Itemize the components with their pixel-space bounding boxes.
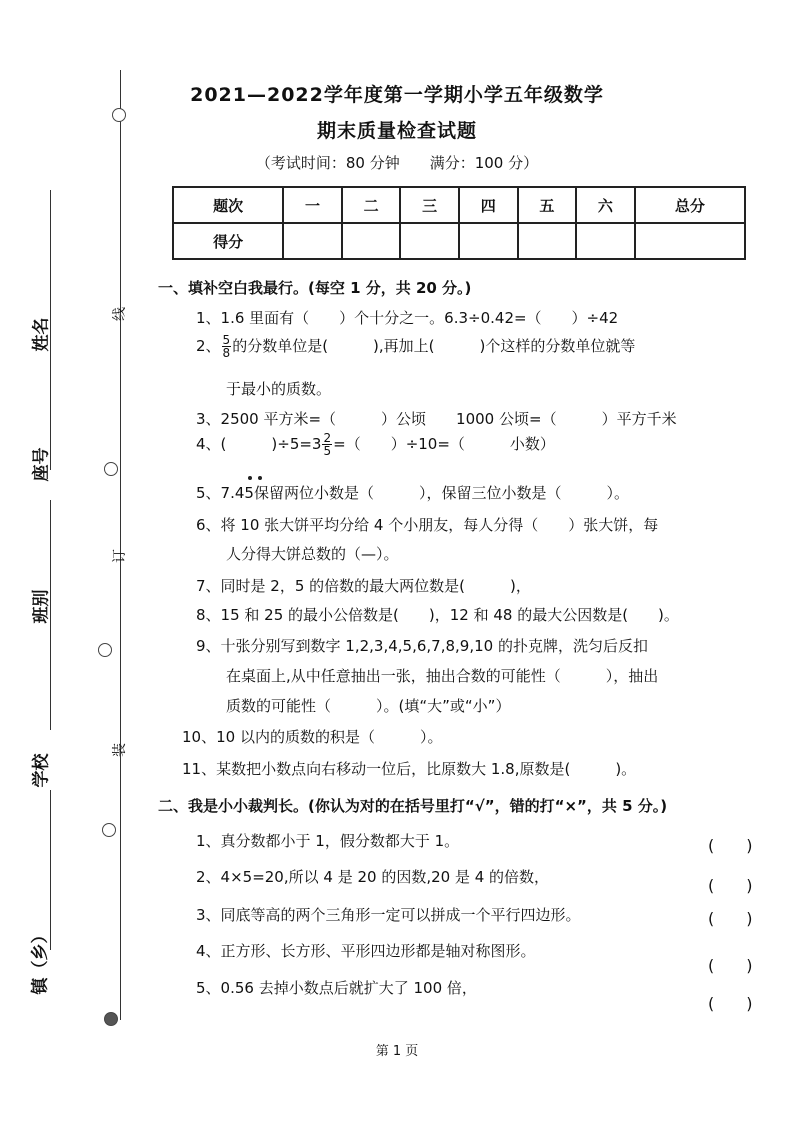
question-1-2-cont: 于最小的质数。 bbox=[226, 380, 332, 398]
score-cell[interactable] bbox=[283, 223, 342, 259]
fraction-denominator: 5 bbox=[323, 444, 332, 458]
question-2-5: 5、0.56 去掉小数点后就扩大了 100 倍， bbox=[196, 979, 477, 997]
answer-box-5[interactable]: ( ) bbox=[708, 994, 753, 1013]
score-header-cell: 二 bbox=[342, 187, 401, 223]
section2-heading: 二、我是小小裁判长。(你认为对的在括号里打“√”，错的打“×”，共 5 分。) bbox=[158, 797, 668, 815]
score-header-cell: 六 bbox=[576, 187, 635, 223]
binding-mark-zhuang: 装 bbox=[112, 743, 128, 757]
name-label: 姓名 bbox=[31, 317, 52, 352]
question-1-9-cont2: 质数的可能性（ ）。(填“大”或“小”） bbox=[226, 697, 511, 715]
question-2-4: 4、正方形、长方形、平形四边形都是轴对称图形。 bbox=[196, 942, 536, 960]
question-2-2: 2、4×5=20,所以 4 是 20 的因数,20 是 4 的倍数， bbox=[196, 868, 550, 886]
repeating-decimal-dot bbox=[258, 476, 262, 480]
answer-box-2[interactable]: ( ) bbox=[708, 876, 753, 895]
binding-hole bbox=[104, 1012, 118, 1026]
score-cell[interactable] bbox=[576, 223, 635, 259]
question-1-3: 3、2500 平方米=（ ）公顷 1000 公顷=（ ）平方千米 bbox=[196, 410, 677, 428]
score-header-cell: 四 bbox=[459, 187, 518, 223]
class-label: 班别 bbox=[31, 589, 52, 624]
question-1-2 bbox=[196, 334, 635, 359]
exam-subtitle: 期末质量检查试题 bbox=[316, 120, 477, 142]
q4-text-pre: 4、( )÷5=3 bbox=[196, 435, 322, 453]
score-cell[interactable] bbox=[518, 223, 577, 259]
question-1-10: 10、10 以内的质数的积是（ ）。 bbox=[182, 728, 443, 746]
section1-heading: 一、填补空白我最行。(每空 1 分，共 20 分。) bbox=[158, 279, 472, 297]
answer-box-4[interactable]: ( ) bbox=[708, 956, 753, 975]
seat-label: 座号 bbox=[31, 447, 52, 482]
score-table bbox=[172, 186, 746, 260]
score-row-label: 得分 bbox=[173, 223, 283, 259]
score-header-cell: 总分 bbox=[635, 187, 745, 223]
score-header-cell: 三 bbox=[400, 187, 459, 223]
exam-info: （考试时间：80 分钟 满分：100 分） bbox=[255, 154, 539, 172]
repeating-decimal-dot bbox=[248, 476, 252, 480]
binding-mark-ding: 订 bbox=[112, 549, 128, 563]
score-header-cell: 一 bbox=[283, 187, 342, 223]
question-1-8: 8、15 和 25 的最小公倍数是( )，12 和 48 的最大公因数是( )。 bbox=[196, 606, 679, 624]
q4-text-post: =（ ）÷10=（ 小数） bbox=[333, 435, 555, 453]
page-number: 第 1 页 bbox=[375, 1044, 419, 1059]
exam-title: 2021—2022学年度第一学期小学五年级数学 bbox=[190, 84, 604, 106]
town-label: 镇（乡） bbox=[30, 926, 51, 995]
question-2-1: 1、真分数都小于 1，假分数都大于 1。 bbox=[196, 832, 460, 850]
fraction-5-8 bbox=[222, 334, 232, 359]
binding-line bbox=[120, 70, 121, 1020]
binding-hole bbox=[98, 643, 112, 657]
fraction-numerator: 2 bbox=[323, 431, 332, 445]
question-1-5: 5、7.45保留两位小数是（ ），保留三位小数是（ ）。 bbox=[196, 484, 629, 502]
fraction-2-5 bbox=[322, 432, 332, 457]
question-1-1: 1、1.6 里面有（ ）个十分之一。6.3÷0.42=（ ）÷42 bbox=[196, 309, 619, 327]
answer-box-1[interactable]: ( ) bbox=[708, 836, 753, 855]
question-1-6-cont: 人分得大饼总数的（—）。 bbox=[226, 545, 399, 563]
score-cell[interactable] bbox=[400, 223, 459, 259]
binding-hole bbox=[102, 823, 116, 837]
question-1-6: 6、将 10 张大饼平均分给 4 个小朋友，每人分得（ ）张大饼，每 bbox=[196, 516, 659, 534]
question-1-9: 9、十张分别写到数字 1,2,3,4,5,6,7,8,9,10 的扑克牌，洗匀后反扣 bbox=[196, 637, 648, 655]
fraction-numerator: 5 bbox=[222, 333, 231, 347]
question-1-9-cont: 在桌面上,从中任意抽出一张，抽出合数的可能性（ ），抽出 bbox=[226, 667, 659, 685]
binding-hole bbox=[104, 462, 118, 476]
q2-text: 的分数单位是( ),再加上( )个这样的分数单位就等 bbox=[232, 337, 636, 355]
question-1-11: 11、某数把小数点向右移动一位后，比原数大 1.8,原数是( )。 bbox=[182, 760, 637, 778]
score-cell[interactable] bbox=[635, 223, 745, 259]
question-1-4 bbox=[196, 432, 555, 457]
answer-box-3[interactable]: ( ) bbox=[708, 909, 753, 928]
score-header-cell: 五 bbox=[518, 187, 577, 223]
fraction-denominator: 8 bbox=[222, 346, 231, 360]
score-header-cell: 题次 bbox=[173, 187, 283, 223]
q2-number: 2、 bbox=[196, 337, 221, 355]
binding-mark-xian: 线 bbox=[112, 307, 128, 321]
school-label: 学校 bbox=[31, 753, 52, 788]
score-cell[interactable] bbox=[342, 223, 401, 259]
question-1-7: 7、同时是 2，5 的倍数的最大两位数是( )， bbox=[196, 577, 531, 595]
score-cell[interactable] bbox=[459, 223, 518, 259]
question-2-3: 3、同底等高的两个三角形一定可以拼成一个平行四边形。 bbox=[196, 906, 581, 924]
